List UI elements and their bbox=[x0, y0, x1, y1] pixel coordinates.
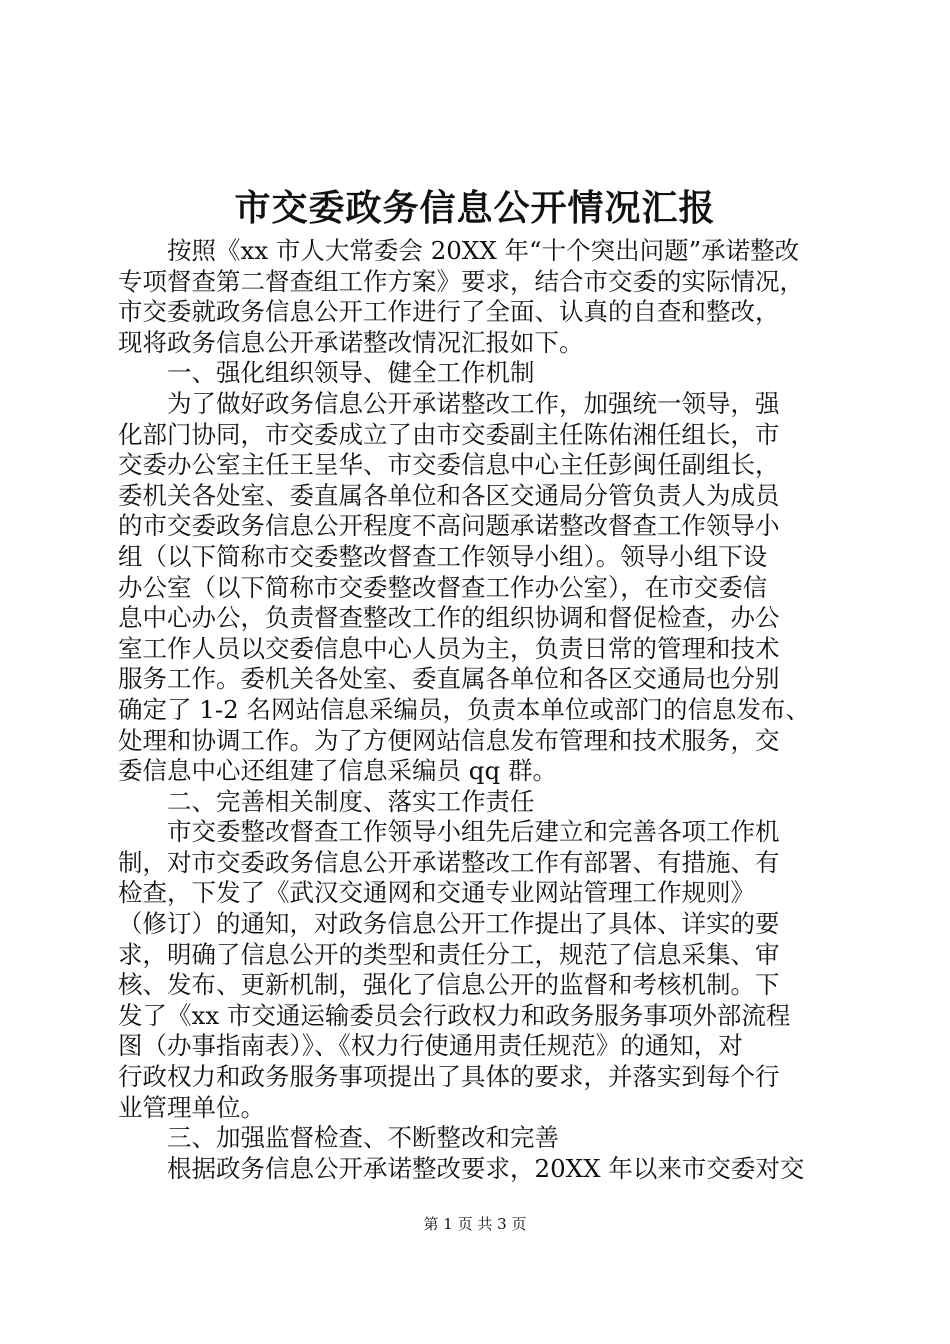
page-number-footer: 第 1 页 共 3 页 bbox=[423, 1215, 527, 1233]
body-line: 专项督查第二督查组工作方案》要求，结合市交委的实际情况， bbox=[118, 266, 804, 296]
body-line: （修订）的通知，对政务信息公开工作提出了具体、详实的要 bbox=[118, 909, 780, 939]
body-line: 服务工作。委机关各处室、委直属各单位和各区交通局也分别 bbox=[118, 664, 780, 694]
document-title: 市交委政务信息公开情况汇报 bbox=[234, 187, 716, 229]
body-line: 办公室（以下简称市交委整改督查工作办公室），在市交委信 bbox=[118, 572, 768, 602]
body-line: 组（以下简称市交委整改督查工作领导小组）。领导小组下设 bbox=[118, 541, 768, 571]
section-heading-2: 二、完善相关制度、落实工作责任 bbox=[118, 786, 535, 816]
body-line: 室工作人员以交委信息中心人员为主，负责日常的管理和技术 bbox=[118, 633, 780, 663]
body-line: 市交委整改督查工作领导小组先后建立和完善各项工作机 bbox=[118, 817, 780, 847]
body-line: 业管理单位。 bbox=[118, 1092, 265, 1122]
body-line: 息中心办公，负责督查整改工作的组织协调和督促检查，办公 bbox=[118, 603, 780, 633]
body-line: 按照《xx 市人大常委会 20XX 年“十个突出问题”承诺整改 bbox=[118, 236, 800, 265]
section-heading-1: 一、强化组织领导、健全工作机制 bbox=[118, 358, 535, 388]
body-line: 核、发布、更新机制，强化了信息公开的监督和考核机制。下 bbox=[118, 970, 780, 1000]
body-line: 确定了 1-2 名网站信息采编员，负责本单位或部门的信息发布、 bbox=[118, 694, 811, 724]
body-line: 求，明确了信息公开的类型和责任分工，规范了信息采集、审 bbox=[118, 939, 780, 969]
body-line: 检查，下发了《武汉交通网和交通专业网站管理工作规则》 bbox=[118, 878, 755, 908]
body-line: 行政权力和政务服务事项提出了具体的要求，并落实到每个行 bbox=[118, 1062, 780, 1092]
body-line: 现将政务信息公开承诺整改情况汇报如下。 bbox=[118, 327, 584, 357]
body-line: 发了《xx 市交通运输委员会行政权力和政务服务事项外部流程 bbox=[118, 1000, 791, 1030]
document-body bbox=[118, 236, 858, 1184]
body-line: 制，对市交委政务信息公开承诺整改工作有部署、有措施、有 bbox=[118, 847, 780, 877]
body-line: 委机关各处室、委直属各单位和各区交通局分管负责人为成员 bbox=[118, 480, 780, 510]
body-line: 的市交委政务信息公开程度不高问题承诺整改督查工作领导小 bbox=[118, 511, 780, 541]
body-line: 委信息中心还组建了信息采编员 qq 群。 bbox=[118, 756, 557, 786]
body-line: 市交委就政务信息公开工作进行了全面、认真的自查和整改， bbox=[118, 297, 780, 327]
body-line: 化部门协同，市交委成立了由市交委副主任陈佑湘任组长，市 bbox=[118, 419, 780, 449]
body-line: 根据政务信息公开承诺整改要求，20XX 年以来市交委对交 bbox=[118, 1153, 805, 1183]
body-line: 图（办事指南表）》、《权力行使通用责任规范》的通知，对 bbox=[118, 1031, 743, 1061]
body-line: 为了做好政务信息公开承诺整改工作，加强统一领导，强 bbox=[118, 388, 780, 418]
body-line: 交委办公室主任王呈华、市交委信息中心主任彭闽任副组长， bbox=[118, 450, 780, 480]
section-heading-3: 三、加强监督检查、不断整改和完善 bbox=[118, 1123, 559, 1153]
body-line: 处理和协调工作。为了方便网站信息发布管理和技术服务，交 bbox=[118, 725, 780, 755]
